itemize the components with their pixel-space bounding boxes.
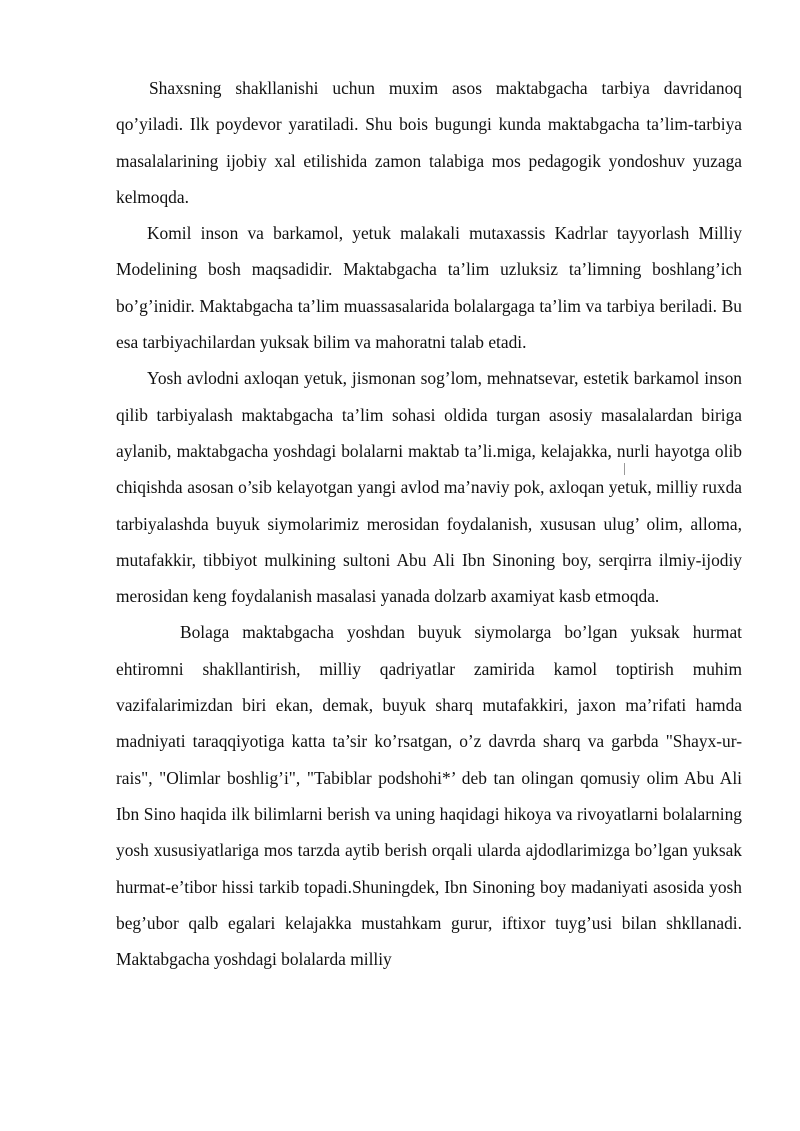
text-cursor-mark <box>624 463 625 475</box>
paragraph-2: Komil inson va barkamol, yetuk malakali mutaxassis Kadrlar tayyorlash Milliy Modelining bosh maqsadidir. Maktabgacha ta’lim uzluksiz ta’limning boshlang’ich bo’g’inidir. Maktabgacha ta’lim muassasalarida bolalargaga ta’lim va tarbiya beriladi. Bu esa tarbiyachilardan yuksak bilim va mahoratni talab etadi. <box>116 223 742 353</box>
document-page <box>116 70 742 977</box>
paragraph-1: Shaxsning shakllanishi uchun muxim asos maktabgacha tarbiya davridanoq qo’yiladi. Ilk poydevor yaratiladi. Shu bois bugungi kunda maktabgacha ta’lim-tarbiya masalalarining ijobiy xal etilishida zamon talabiga mos pedagogik yondoshuv yuzaga kelmoqda. <box>116 78 742 207</box>
paragraph-3: Yosh avlodni axloqan yetuk, jismonan sog’lom, mehnatsevar, estetik barkamol inson qilib tarbiyalash maktabgacha ta’lim sohasi oldida turgan asosiy masalalardan biriga aylanib, maktabgacha yoshdagi bolalarni maktab ta’li.miga, kelajakka, nurli hayotga olib chiqishda asosan o’sib kelayotgan yangi avlod ma’naviy pok, axloqan yetuk, milliy ruxda tarbiyalashda buyuk siymolarimiz merosidan foydalanish, xususan ulug’ olim, alloma, mutafakkir, tibbiyot mulkining sultoni Abu Ali Ibn Sinoning boy, serqirra ilmiy-ijodiy merosidan keng foydalanish masalasi yanada dolzarb axamiyat kasb etmoqda. <box>116 368 742 607</box>
paragraph-4: Bolaga maktabgacha yoshdan buyuk siymolarga bo’lgan yuksak hurmat ehtiromni shakllantirish, milliy qadriyatlar zamirida kamol toptirish muhim vazifalarimizdan biri ekan, demak, buyuk sharq mutafakkiri, jaxon ma’rifati hamda madniyati taraqqiyotiga katta ta’sir ko’rsatgan, o’z davrda sharq va garbda "Shayx-ur-rais", "Olimlar boshlig’i", "Tabiblar podshohi*’ deb tan olingan qomusiy olim Abu Ali Ibn Sino haqida ilk bilimlarni berish va uning haqidagi hikoya va rivoyatlarni bolalarning yosh xususiyatlariga mos tarzda aytib berish orqali ularda ajdodlarimizga bo’lgan yuksak hurmat-e’tibor hissi tarkib topadi.Shuningdek, Ibn Sinoning boy madaniyati asosida yosh beg’ubor qalb egalari kelajakka mustahkam gurur, iftixor tuyg’usi bilan shkllanadi. Maktabgacha yoshdagi bolalarda milliy <box>116 622 742 970</box>
